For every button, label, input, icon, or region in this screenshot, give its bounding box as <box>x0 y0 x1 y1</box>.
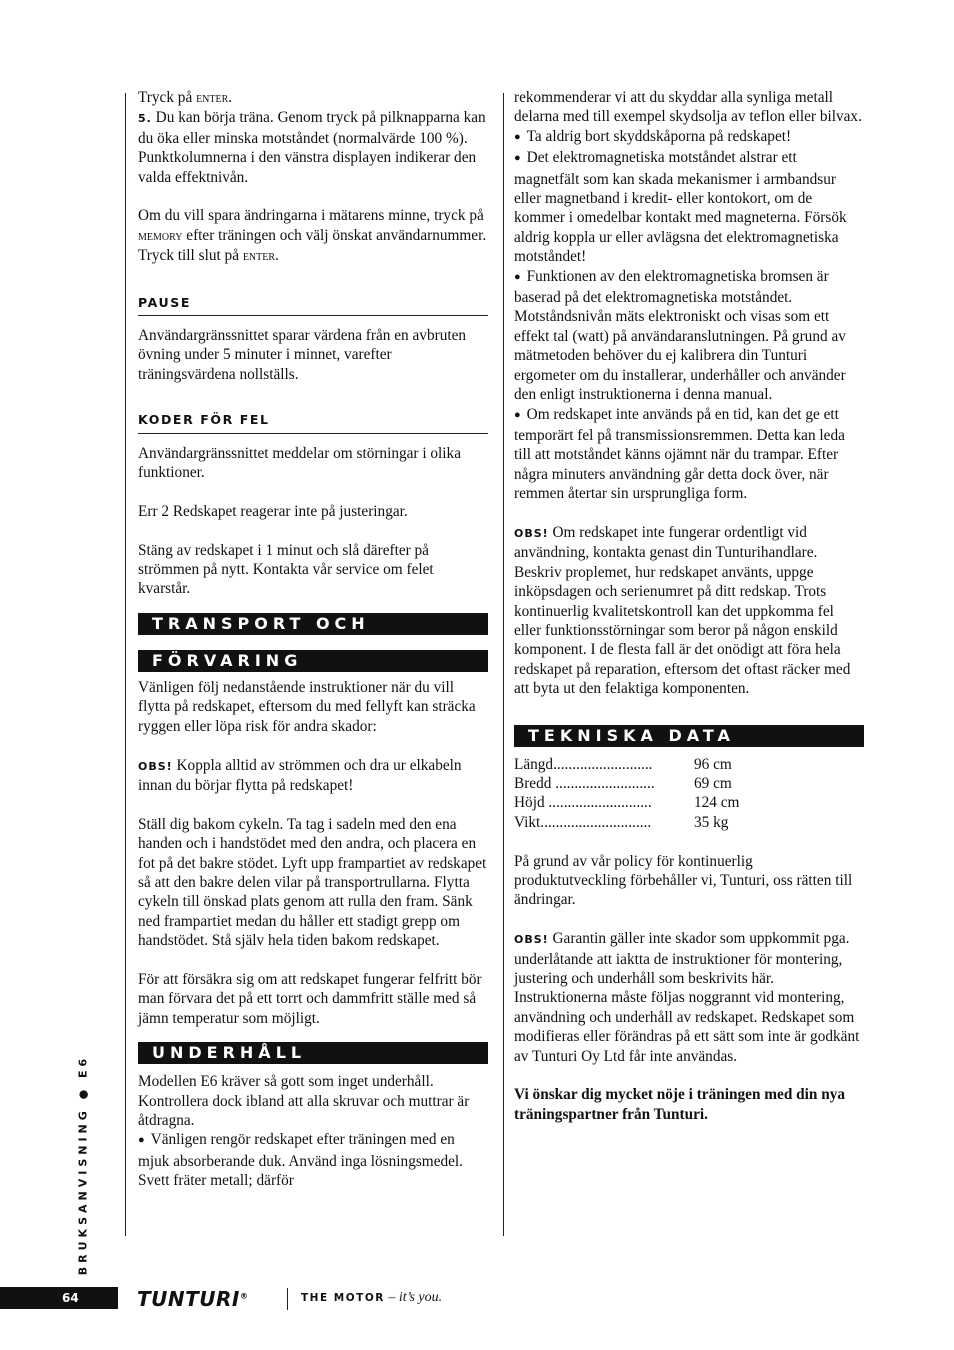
paragraph-enter: Tryck på enter. <box>138 89 233 106</box>
closing-text: Vi önskar dig mycket nöje i träningen med din nya träningspartner från Tunturi. <box>514 1086 846 1123</box>
transport-text-3: För att försäkra sig om att redskapet fungerar felfritt bör man förvara det på ett torrt och dammfritt ställe med så jämn temperatur som möjligt. <box>138 970 482 1027</box>
obs-label: OBS! <box>514 526 549 540</box>
maintenance-bullet-3: ● Det elektromagnetiska motståndet alstrar ett magnetfält som kan skada mekanismer i armbandsur eller magnetband i kredit- eller kontokort, om de kommer i omedelbar kontakt med magneterna. Försök aldrig koppla ur eller avlägsna det elektromagnetiska motståndet! <box>514 148 864 266</box>
maintenance-bullet-2: ● Ta aldrig bort skyddskåporna på redskapet! <box>514 127 864 148</box>
obs-note-2: OBS! Om redskapet inte fungerar ordentligt vid användning, kontakta genast din Tunturihandlare. Beskriv proplemet, hur redskapet använts, uppge inköpsdagen och serienumret på ditt redskap. Trots kontinuerlig kvalitetskontroll kan det uppkomma fel eller funktionsstörningar som beror på någon enskild komponent. I de flesta fall är det onödigt att föra hela redskapet på reparation, eftersom det oftast räcker med att byta ut den felaktiga komponenten. <box>514 523 851 698</box>
right-column <box>514 88 864 1144</box>
column-divider-right <box>503 93 504 1236</box>
paragraph-memory: Om du vill spara ändringarna i mätarens minne, tryck på memory efter träningen och välj önskat användarnummer. Tryck till slut på enter. <box>138 207 487 265</box>
obs-note-3: OBS! Garantin gäller inte skador som uppkommit pga. underlåtande att iaktta de instruktioner för montering, justering och underhåll som beskrivits här. Instruktionerna måste följas noggrannt vid montering, användning och underhåll av redskapet. Redskapet som modifieras eller förändras på ett sätt som inte är godkänt av Tunturi Oy Ltd får inte användas. <box>514 930 860 1065</box>
technical-data-heading: TEKNISKA DATA <box>514 725 864 747</box>
error-text-1: Användargränssnittet meddelar om störningar i olika funktioner. <box>138 444 461 482</box>
obs-note-1: OBS! Koppla alltid av strömmen och dra ur elkabeln innan du börjar flytta på redskapet! <box>138 756 462 794</box>
maintenance-text: Modellen E6 kräver så gott som inget underhåll. Kontrollera dock ibland att alla skruvar och muttrar är åtdragna. <box>138 1073 470 1129</box>
column-divider-left <box>125 93 126 1236</box>
maintenance-bullet-4: ● Funktionen av den elektromagnetiska bromsen är baserad på det elektromagnetiska motståndet. Motståndsnivån mäts elektroniskt och visas som ett effekt tal (watt) på användaranslutningen. På grund av mätmetoden behöver du ej kalibrera din Tunturi ergometer om du installerar, underhåller och använder den enligt instruktionerna i denna manual. <box>514 267 864 405</box>
tagline: THE MOTOR – it’s you. <box>301 1290 443 1305</box>
transport-text-1: Vänligen följ nedanstående instruktioner när du vill flytta på redskapet, eftersom du med fellyft kan sträcka ryggen eller löpa risk för andra skador: <box>138 678 476 735</box>
spec-row-length: Längd.......................... 96 cm <box>514 755 732 773</box>
policy-text: På grund av vår policy för kontinuerlig produktutveckling förbehåller vi, Tunturi, oss rätten till ändringar. <box>514 852 853 909</box>
maintenance-heading: UNDERHÅLL <box>138 1042 488 1064</box>
obs-label: OBS! <box>138 759 173 773</box>
pause-text: Användargränssnittet sparar värdena från en avbruten övning under 5 minuter i minnet, varefter träningsvärdena nollställs. <box>138 327 467 383</box>
enter-key-label: enter <box>196 90 229 106</box>
enter-key-label: enter <box>242 248 276 265</box>
specs-list <box>514 755 864 833</box>
maintenance-bullet-5: ● Om redskapet inte används på en tid, kan det ge ett temporärt fel på transmissionsremmen. Detta kan leda till att motståndet känns ojämnt när du trampar. Efter några minuters användning går detta dock över, när remmen återtar sin ursprungliga form. <box>514 405 864 504</box>
transport-heading-line-1: TRANSPORT OCH <box>138 613 488 635</box>
side-running-title: BRUKSANVISNING ● E6 <box>76 1054 90 1276</box>
footer-separator <box>287 1288 288 1310</box>
page-number: 64 <box>0 1287 118 1309</box>
memory-key-label: memory <box>138 227 183 244</box>
error-text-3: Stäng av redskapet i 1 minut och slå därefter på strömmen på nytt. Kontakta vår service om felet kvarstår. <box>138 541 434 598</box>
transport-heading-line-2: FÖRVARING <box>138 650 488 672</box>
left-column <box>138 88 488 1191</box>
maintenance-continued: rekommenderar vi att du skyddar alla synliga metall delarna med till exempel skydsolja av teflon eller bilvax. <box>514 89 862 126</box>
transport-text-2: Ställ dig bakom cykeln. Ta tag i sadeln med den ena handen och i handstödet med den andra, och placera en fot på det bakre stödet. Lyft upp frampartiet av redskapet så att den bakre delen vilar på transportrullarna. Flytta cykeln till önskad plats genom att rulla den fram. Sänk ned frampartiet medan du håller ett stadigt grepp om handstödet. Stå själv hela tiden bakom redskapet. <box>138 815 487 950</box>
paragraph-step-5: 5. Du kan börja träna. Genom tryck på pilknapparna kan du öka eller minska motståndet (normalvärde 100 %). Punktkolumnerna i den vänstra displayen indikerar den valda effektnivån. <box>138 109 486 186</box>
pause-heading: PAUSE <box>138 293 488 316</box>
obs-label: OBS! <box>514 933 549 947</box>
spec-row-height: Höjd ........................... 124 cm <box>514 794 740 812</box>
tunturi-logo: TUNTURI® <box>137 1287 249 1311</box>
spec-row-width: Bredd .......................... 69 cm <box>514 774 732 792</box>
maintenance-bullet-1: ● Vänligen rengör redskapet efter träningen med en mjuk absorberande duk. Använd inga lösningsmedel. Svett fräter metall; därför <box>138 1130 488 1190</box>
spec-row-weight: Vikt............................. 35 kg <box>514 813 729 831</box>
error-text-2: Err 2 Redskapet reagerar inte på justeringar. <box>138 502 408 520</box>
error-codes-heading: KODER FÖR FEL <box>138 410 488 433</box>
step-number: 5. <box>138 112 152 126</box>
